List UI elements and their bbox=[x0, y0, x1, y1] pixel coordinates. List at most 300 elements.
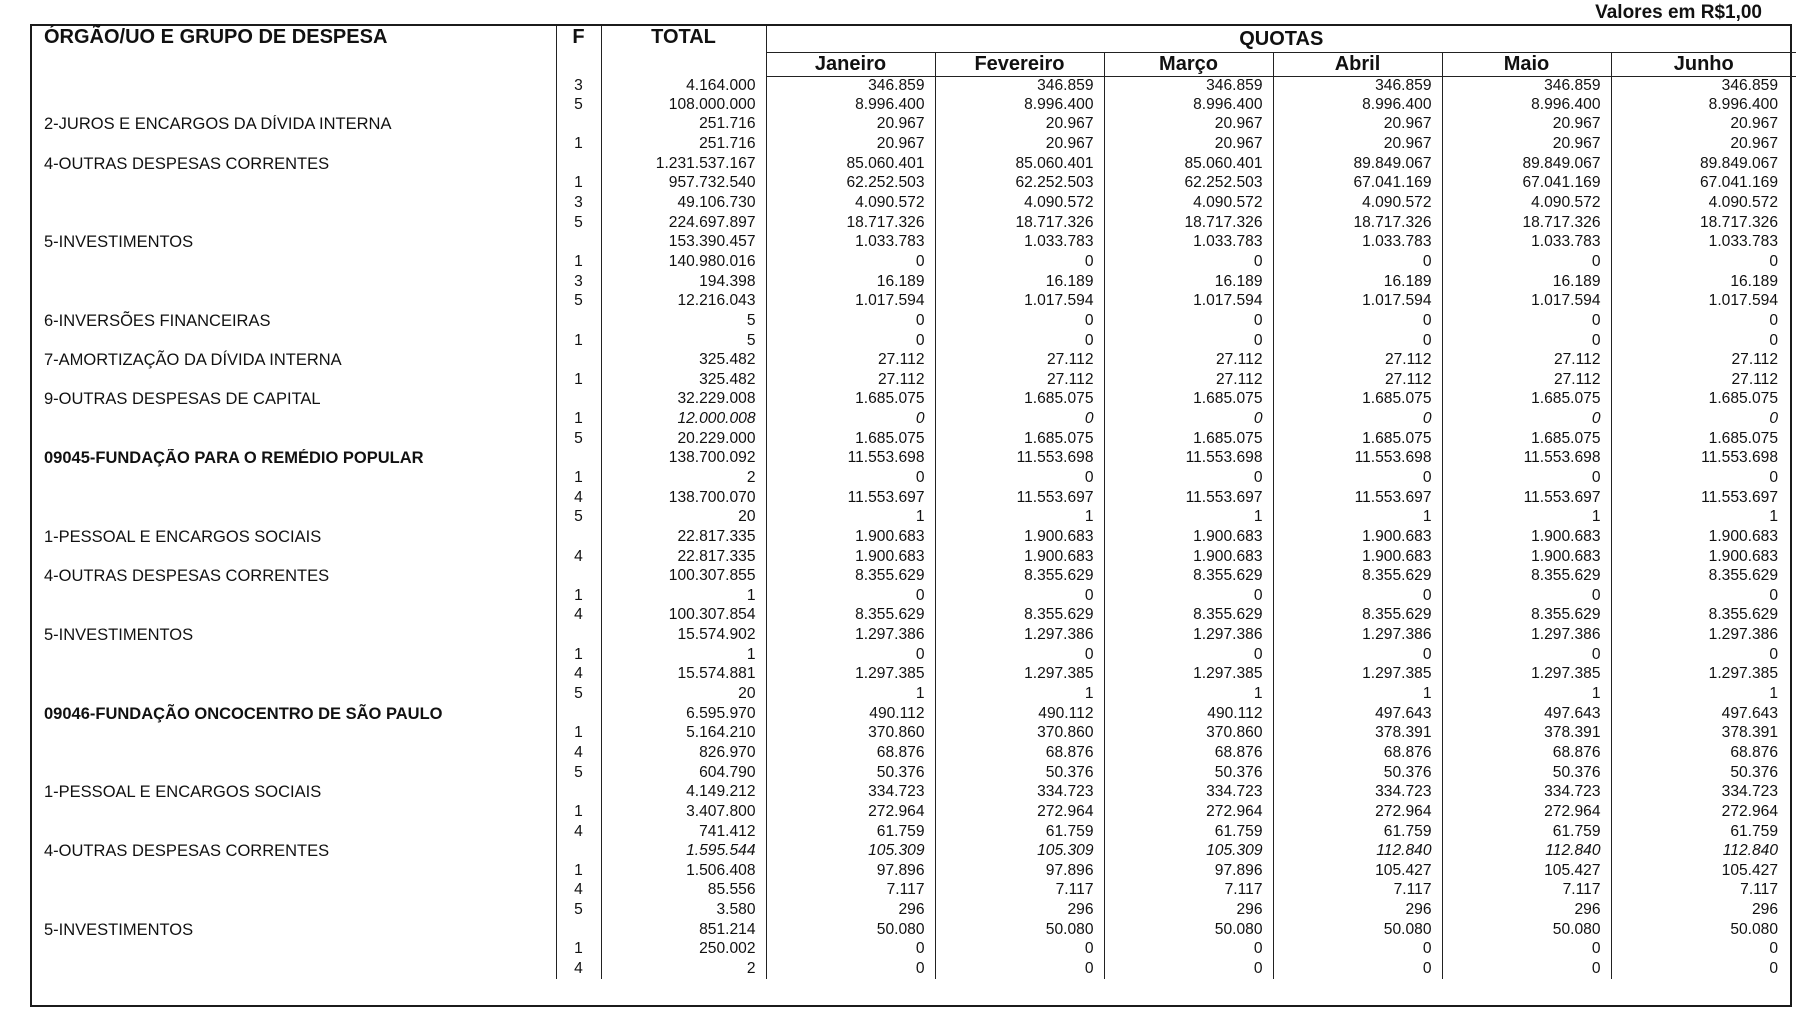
row-label bbox=[32, 331, 556, 351]
quota-cell: 8.996.400 bbox=[1273, 95, 1442, 115]
quota-cell: 370.860 bbox=[766, 724, 935, 744]
quota-cell: 8.996.400 bbox=[935, 95, 1104, 115]
table-row bbox=[32, 625, 1796, 645]
fonte-cell: 4 bbox=[556, 606, 601, 626]
table-row bbox=[32, 409, 1796, 429]
quota-cell: 27.112 bbox=[1731, 370, 1779, 388]
quota-cell: 8.355.629 bbox=[766, 606, 935, 626]
quota-cell: 1.297.386 bbox=[1442, 625, 1611, 645]
table-row bbox=[32, 213, 1796, 233]
quota-cell: 1.297.386 bbox=[766, 625, 935, 645]
quota-cell: 490.112 bbox=[1104, 704, 1273, 724]
table-row bbox=[32, 724, 1796, 744]
quota-cell: 11.553.698 bbox=[1701, 449, 1779, 467]
total-cell: 1.231.537.167 bbox=[601, 154, 766, 174]
fonte-cell: 4 bbox=[556, 959, 601, 979]
quota-cell: 97.896 bbox=[766, 861, 935, 881]
quota-cell: 296 bbox=[1104, 900, 1273, 920]
quota-cell: 0 bbox=[1769, 311, 1779, 329]
quota-cell: 346.859 bbox=[935, 77, 1104, 96]
table-row bbox=[32, 527, 1796, 547]
quota-cell: 27.112 bbox=[766, 350, 935, 370]
header-row-1 bbox=[32, 26, 1796, 53]
quota-cell: 8.355.629 bbox=[1104, 606, 1273, 626]
row-label bbox=[32, 645, 556, 665]
quota-cell: 0 bbox=[935, 940, 1104, 960]
fonte-cell: 4 bbox=[556, 665, 601, 685]
quota-cell: 1.685.075 bbox=[1708, 429, 1779, 447]
quota-cell: 1.685.075 bbox=[1442, 429, 1611, 449]
quota-cell: 16.189 bbox=[766, 272, 935, 292]
quota-cell: 68.876 bbox=[1730, 743, 1779, 761]
quota-cell: 61.759 bbox=[1730, 822, 1779, 840]
table-row bbox=[32, 547, 1796, 567]
fonte-cell bbox=[556, 566, 601, 586]
quota-cell: 378.391 bbox=[1273, 724, 1442, 744]
quota-cell: 50.376 bbox=[1273, 763, 1442, 783]
table-row bbox=[32, 331, 1796, 351]
quota-cell: 7.117 bbox=[1273, 881, 1442, 901]
quota-cell: 89.849.067 bbox=[1699, 154, 1779, 172]
fonte-cell: 4 bbox=[556, 881, 601, 901]
fonte-cell bbox=[556, 115, 601, 135]
table-row bbox=[32, 291, 1796, 311]
fonte-cell: 1 bbox=[556, 134, 601, 154]
table-row bbox=[32, 252, 1796, 272]
fonte-cell bbox=[556, 841, 601, 861]
quota-cell: 0 bbox=[766, 940, 935, 960]
fonte-cell: 4 bbox=[556, 547, 601, 567]
row-label bbox=[32, 468, 556, 488]
quota-cell: 1.900.683 bbox=[1104, 547, 1273, 567]
table-row bbox=[32, 350, 1796, 370]
fonte-cell bbox=[556, 625, 601, 645]
quota-cell: 1.900.683 bbox=[1273, 527, 1442, 547]
table-row bbox=[32, 704, 1796, 724]
quota-cell: 105.309 bbox=[1104, 841, 1273, 861]
fonte-cell: 1 bbox=[556, 174, 601, 194]
quota-cell: 4.090.572 bbox=[766, 193, 935, 213]
quota-cell: 0 bbox=[1442, 468, 1611, 488]
quota-cell: 97.896 bbox=[935, 861, 1104, 881]
total-cell: 604.790 bbox=[601, 763, 766, 783]
header-month-janeiro: Janeiro bbox=[766, 53, 935, 77]
quota-cell: 0 bbox=[1769, 645, 1779, 663]
quota-cell: 0 bbox=[1273, 645, 1442, 665]
quota-cell: 61.759 bbox=[1273, 822, 1442, 842]
quota-cell: 346.859 bbox=[1721, 77, 1779, 94]
fonte-cell bbox=[556, 311, 601, 331]
quota-cell: 50.376 bbox=[1104, 763, 1273, 783]
quota-cell: 8.355.629 bbox=[935, 566, 1104, 586]
row-label bbox=[32, 822, 556, 842]
quota-cell: 20.967 bbox=[1730, 115, 1779, 133]
fonte-cell: 1 bbox=[556, 802, 601, 822]
fonte-cell: 1 bbox=[556, 645, 601, 665]
row-label: 4-OUTRAS DESPESAS CORRENTES bbox=[32, 154, 556, 174]
quota-cell: 8.355.629 bbox=[1273, 606, 1442, 626]
quota-cell: 1.900.683 bbox=[766, 527, 935, 547]
budget-table-frame bbox=[30, 24, 1792, 1007]
quota-cell: 296 bbox=[1442, 900, 1611, 920]
row-label bbox=[32, 586, 556, 606]
quota-cell: 296 bbox=[766, 900, 935, 920]
fonte-cell bbox=[556, 390, 601, 410]
quota-cell: 1 bbox=[935, 507, 1104, 527]
total-cell: 100.307.854 bbox=[601, 606, 766, 626]
fonte-cell: 1 bbox=[556, 586, 601, 606]
quota-cell: 0 bbox=[766, 468, 935, 488]
quota-cell: 378.391 bbox=[1442, 724, 1611, 744]
quota-cell: 1.017.594 bbox=[1273, 291, 1442, 311]
quota-cell: 0 bbox=[1769, 468, 1779, 486]
row-label: 4-OUTRAS DESPESAS CORRENTES bbox=[32, 566, 556, 586]
quota-cell: 8.355.629 bbox=[1442, 566, 1611, 586]
quota-cell: 68.876 bbox=[935, 743, 1104, 763]
quota-cell: 1.297.385 bbox=[1104, 665, 1273, 685]
quota-cell: 0 bbox=[1104, 959, 1273, 979]
total-cell: 826.970 bbox=[601, 743, 766, 763]
total-cell: 22.817.335 bbox=[601, 547, 766, 567]
quota-cell: 112.840 bbox=[1442, 841, 1611, 861]
quota-cell: 7.117 bbox=[1104, 881, 1273, 901]
quota-cell: 1.017.594 bbox=[1104, 291, 1273, 311]
quota-cell: 11.553.697 bbox=[1273, 488, 1442, 508]
row-label bbox=[32, 547, 556, 567]
row-label: 4-OUTRAS DESPESAS CORRENTES bbox=[32, 841, 556, 861]
fonte-cell: 5 bbox=[556, 429, 601, 449]
quota-cell: 0 bbox=[935, 331, 1104, 351]
total-cell: 1 bbox=[601, 645, 766, 665]
total-cell: 153.390.457 bbox=[601, 232, 766, 252]
quota-cell: 346.859 bbox=[1104, 77, 1273, 96]
quota-cell: 8.996.400 bbox=[1104, 95, 1273, 115]
total-cell: 4.149.212 bbox=[601, 782, 766, 802]
fonte-cell: 4 bbox=[556, 822, 601, 842]
total-cell: 741.412 bbox=[601, 822, 766, 842]
quota-cell: 4.090.572 bbox=[1442, 193, 1611, 213]
fonte-cell: 4 bbox=[556, 743, 601, 763]
quota-cell: 20.967 bbox=[766, 115, 935, 135]
quota-cell: 18.717.326 bbox=[1442, 213, 1611, 233]
total-cell: 15.574.902 bbox=[601, 625, 766, 645]
quota-cell: 1 bbox=[766, 507, 935, 527]
quota-cell: 346.859 bbox=[1442, 77, 1611, 96]
quota-cell: 16.189 bbox=[1442, 272, 1611, 292]
table-row bbox=[32, 645, 1796, 665]
table-row bbox=[32, 174, 1796, 194]
quota-cell: 20.967 bbox=[1273, 134, 1442, 154]
fonte-cell bbox=[556, 920, 601, 940]
fonte-cell bbox=[556, 232, 601, 252]
quota-cell: 1.900.683 bbox=[1708, 527, 1779, 545]
quota-cell: 0 bbox=[1273, 940, 1442, 960]
quota-cell: 272.964 bbox=[1721, 802, 1779, 820]
quota-cell: 8.996.400 bbox=[1442, 95, 1611, 115]
quota-cell: 0 bbox=[1104, 940, 1273, 960]
quota-cell: 85.060.401 bbox=[1104, 154, 1273, 174]
table-row bbox=[32, 154, 1796, 174]
quota-cell: 272.964 bbox=[1442, 802, 1611, 822]
quota-cell: 1 bbox=[1442, 507, 1611, 527]
quota-cell: 1.685.075 bbox=[766, 429, 935, 449]
quota-cell: 11.553.697 bbox=[766, 488, 935, 508]
quota-cell: 0 bbox=[1769, 960, 1779, 977]
quota-cell: 1.685.075 bbox=[1273, 390, 1442, 410]
quota-cell: 0 bbox=[1104, 468, 1273, 488]
quota-cell: 105.427 bbox=[1273, 861, 1442, 881]
quota-cell: 27.112 bbox=[1442, 370, 1611, 390]
quota-cell: 1.900.683 bbox=[1442, 527, 1611, 547]
quota-cell: 490.112 bbox=[935, 704, 1104, 724]
total-cell: 22.817.335 bbox=[601, 527, 766, 547]
quota-cell: 1.685.075 bbox=[935, 429, 1104, 449]
quota-cell: 20.967 bbox=[1104, 115, 1273, 135]
quota-cell: 61.759 bbox=[935, 822, 1104, 842]
quota-cell: 50.080 bbox=[935, 920, 1104, 940]
quota-cell: 272.964 bbox=[1104, 802, 1273, 822]
quota-cell: 50.376 bbox=[1730, 763, 1779, 781]
quota-cell: 334.723 bbox=[1273, 782, 1442, 802]
fonte-cell: 1 bbox=[556, 940, 601, 960]
total-cell: 224.697.897 bbox=[601, 213, 766, 233]
quota-cell: 0 bbox=[1273, 959, 1442, 979]
fonte-cell: 1 bbox=[556, 252, 601, 272]
quota-cell: 1.297.385 bbox=[1442, 665, 1611, 685]
quota-cell: 61.759 bbox=[1442, 822, 1611, 842]
fonte-cell bbox=[556, 527, 601, 547]
fonte-cell bbox=[556, 449, 601, 469]
quota-cell: 1.033.783 bbox=[935, 232, 1104, 252]
row-label: 6-INVERSÕES FINANCEIRAS bbox=[32, 311, 556, 331]
quota-cell: 497.643 bbox=[1442, 704, 1611, 724]
quota-cell: 1.297.386 bbox=[1104, 625, 1273, 645]
quota-cell: 8.355.629 bbox=[1104, 566, 1273, 586]
row-label: 5-INVESTIMENTOS bbox=[32, 232, 556, 252]
fonte-cell: 4 bbox=[556, 488, 601, 508]
quota-cell: 67.041.169 bbox=[1699, 174, 1779, 192]
total-cell: 1.506.408 bbox=[601, 861, 766, 881]
quota-cell: 4.090.572 bbox=[935, 193, 1104, 213]
row-label bbox=[32, 134, 556, 154]
total-cell: 140.980.016 bbox=[601, 252, 766, 272]
table-row bbox=[32, 272, 1796, 292]
quota-cell: 1.297.385 bbox=[766, 665, 935, 685]
row-label bbox=[32, 409, 556, 429]
fonte-cell: 5 bbox=[556, 213, 601, 233]
table-row bbox=[32, 193, 1796, 213]
header-total: TOTAL bbox=[601, 26, 766, 77]
quota-cell: 50.080 bbox=[1730, 920, 1779, 938]
row-label bbox=[32, 370, 556, 390]
quota-cell: 62.252.503 bbox=[935, 174, 1104, 194]
fonte-cell: 5 bbox=[556, 763, 601, 783]
fonte-cell: 5 bbox=[556, 684, 601, 704]
quota-cell: 105.427 bbox=[1721, 861, 1779, 879]
quota-cell: 1.900.683 bbox=[1708, 547, 1779, 565]
quota-cell: 62.252.503 bbox=[766, 174, 935, 194]
quota-cell: 68.876 bbox=[1442, 743, 1611, 763]
quota-cell: 1 bbox=[1273, 507, 1442, 527]
quota-cell: 61.759 bbox=[1104, 822, 1273, 842]
quota-cell: 296 bbox=[935, 900, 1104, 920]
fonte-cell: 1 bbox=[556, 724, 601, 744]
quota-cell: 0 bbox=[766, 252, 935, 272]
quota-cell: 0 bbox=[1104, 252, 1273, 272]
quota-cell: 1.033.783 bbox=[1708, 233, 1779, 251]
quota-cell: 16.189 bbox=[1104, 272, 1273, 292]
row-label: 5-INVESTIMENTOS bbox=[32, 625, 556, 645]
quota-cell: 1.685.075 bbox=[935, 390, 1104, 410]
quota-cell: 0 bbox=[1769, 586, 1779, 604]
quota-cell: 20.967 bbox=[1442, 134, 1611, 154]
table-row bbox=[32, 861, 1796, 881]
quota-cell: 1.033.783 bbox=[1442, 232, 1611, 252]
quota-cell: 50.080 bbox=[766, 920, 935, 940]
quota-cell: 27.112 bbox=[1731, 351, 1779, 369]
table-row bbox=[32, 429, 1796, 449]
row-label bbox=[32, 507, 556, 527]
quota-cell: 0 bbox=[1273, 252, 1442, 272]
quota-cell: 0 bbox=[935, 468, 1104, 488]
quota-cell: 8.355.629 bbox=[1708, 567, 1779, 585]
fonte-cell: 1 bbox=[556, 370, 601, 390]
quota-cell: 370.860 bbox=[935, 724, 1104, 744]
quota-cell: 334.723 bbox=[1442, 782, 1611, 802]
quota-cell: 68.876 bbox=[1104, 743, 1273, 763]
quota-cell: 1.297.385 bbox=[935, 665, 1104, 685]
table-row bbox=[32, 920, 1796, 940]
row-label: 2-JUROS E ENCARGOS DA DÍVIDA INTERNA bbox=[32, 115, 556, 135]
total-cell: 100.307.855 bbox=[601, 566, 766, 586]
quota-cell: 497.643 bbox=[1273, 704, 1442, 724]
table-row bbox=[32, 468, 1796, 488]
table-row bbox=[32, 95, 1796, 115]
row-label bbox=[32, 861, 556, 881]
quota-cell: 0 bbox=[766, 645, 935, 665]
quota-cell: 370.860 bbox=[1104, 724, 1273, 744]
total-cell: 6.595.970 bbox=[601, 704, 766, 724]
quota-cell: 18.717.326 bbox=[766, 213, 935, 233]
total-cell: 3.407.800 bbox=[601, 802, 766, 822]
row-label bbox=[32, 606, 556, 626]
quota-cell: 0 bbox=[1442, 645, 1611, 665]
quota-cell: 1.685.075 bbox=[1708, 390, 1779, 408]
row-label: 1-PESSOAL E ENCARGOS SOCIAIS bbox=[32, 527, 556, 547]
quota-cell: 0 bbox=[1273, 311, 1442, 331]
header-f: F bbox=[556, 26, 601, 77]
table-row bbox=[32, 586, 1796, 606]
quota-cell: 7.117 bbox=[935, 881, 1104, 901]
table-row bbox=[32, 959, 1796, 979]
total-cell: 4.164.000 bbox=[601, 77, 766, 96]
fonte-cell: 5 bbox=[556, 507, 601, 527]
total-cell: 251.716 bbox=[601, 115, 766, 135]
table-row bbox=[32, 134, 1796, 154]
total-cell: 250.002 bbox=[601, 940, 766, 960]
row-label: 09045-FUNDAÇÃO PARA O REMÉDIO POPULAR bbox=[32, 449, 556, 469]
total-cell: 1 bbox=[601, 586, 766, 606]
fonte-cell: 3 bbox=[556, 272, 601, 292]
row-label bbox=[32, 743, 556, 763]
quota-cell: 1 bbox=[1442, 684, 1611, 704]
table-row bbox=[32, 115, 1796, 135]
quota-cell: 11.553.697 bbox=[935, 488, 1104, 508]
quota-cell: 11.553.697 bbox=[1104, 488, 1273, 508]
quota-cell: 0 bbox=[1442, 311, 1611, 331]
total-cell: 1.595.544 bbox=[601, 841, 766, 861]
row-label bbox=[32, 193, 556, 213]
quota-cell: 1.297.386 bbox=[1273, 625, 1442, 645]
row-label: 9-OUTRAS DESPESAS DE CAPITAL bbox=[32, 390, 556, 410]
fonte-cell: 5 bbox=[556, 95, 601, 115]
quota-cell: 8.355.629 bbox=[1442, 606, 1611, 626]
fonte-cell: 1 bbox=[556, 409, 601, 429]
quota-cell: 0 bbox=[1442, 409, 1611, 429]
table-row bbox=[32, 606, 1796, 626]
quota-cell: 272.964 bbox=[1273, 802, 1442, 822]
quota-cell: 1 bbox=[1769, 685, 1779, 703]
quota-cell: 11.553.698 bbox=[766, 449, 935, 469]
quota-cell: 4.090.572 bbox=[1708, 194, 1779, 212]
total-cell: 138.700.092 bbox=[601, 449, 766, 469]
quota-cell: 27.112 bbox=[1442, 350, 1611, 370]
fonte-cell: 1 bbox=[556, 861, 601, 881]
quota-cell: 0 bbox=[766, 959, 935, 979]
table-row bbox=[32, 488, 1796, 508]
quota-cell: 296 bbox=[1273, 900, 1442, 920]
quota-cell: 11.553.697 bbox=[1701, 488, 1779, 506]
quota-cell: 8.996.400 bbox=[1708, 95, 1779, 113]
quota-cell: 0 bbox=[935, 959, 1104, 979]
fonte-cell: 3 bbox=[556, 77, 601, 96]
row-label bbox=[32, 488, 556, 508]
table-row bbox=[32, 940, 1796, 960]
row-label bbox=[32, 724, 556, 744]
quota-cell: 1 bbox=[1769, 508, 1779, 526]
fonte-cell: 3 bbox=[556, 193, 601, 213]
quota-cell: 18.717.326 bbox=[935, 213, 1104, 233]
quota-cell: 18.717.326 bbox=[1104, 213, 1273, 233]
quota-cell: 0 bbox=[1104, 409, 1273, 429]
quota-cell: 4.090.572 bbox=[1273, 193, 1442, 213]
table-row bbox=[32, 77, 1796, 96]
quota-cell: 8.996.400 bbox=[766, 95, 935, 115]
quota-cell: 8.355.629 bbox=[935, 606, 1104, 626]
quota-cell: 4.090.572 bbox=[1104, 193, 1273, 213]
fonte-cell: 5 bbox=[556, 900, 601, 920]
quota-cell: 105.309 bbox=[766, 841, 935, 861]
row-label bbox=[32, 272, 556, 292]
quota-cell: 1 bbox=[1273, 684, 1442, 704]
quota-cell: 105.427 bbox=[1442, 861, 1611, 881]
quota-cell: 11.553.698 bbox=[1442, 449, 1611, 469]
quota-cell: 8.355.629 bbox=[1273, 566, 1442, 586]
quota-cell: 0 bbox=[935, 409, 1104, 429]
row-label bbox=[32, 665, 556, 685]
row-label bbox=[32, 763, 556, 783]
quota-cell: 8.355.629 bbox=[766, 566, 935, 586]
total-cell: 108.000.000 bbox=[601, 95, 766, 115]
quota-cell: 50.376 bbox=[766, 763, 935, 783]
fonte-cell bbox=[556, 782, 601, 802]
total-cell: 851.214 bbox=[601, 920, 766, 940]
quota-cell: 0 bbox=[1442, 959, 1611, 979]
quota-cell: 112.840 bbox=[1273, 841, 1442, 861]
quota-cell: 0 bbox=[1769, 940, 1779, 958]
total-cell: 325.482 bbox=[601, 370, 766, 390]
table-row bbox=[32, 566, 1796, 586]
